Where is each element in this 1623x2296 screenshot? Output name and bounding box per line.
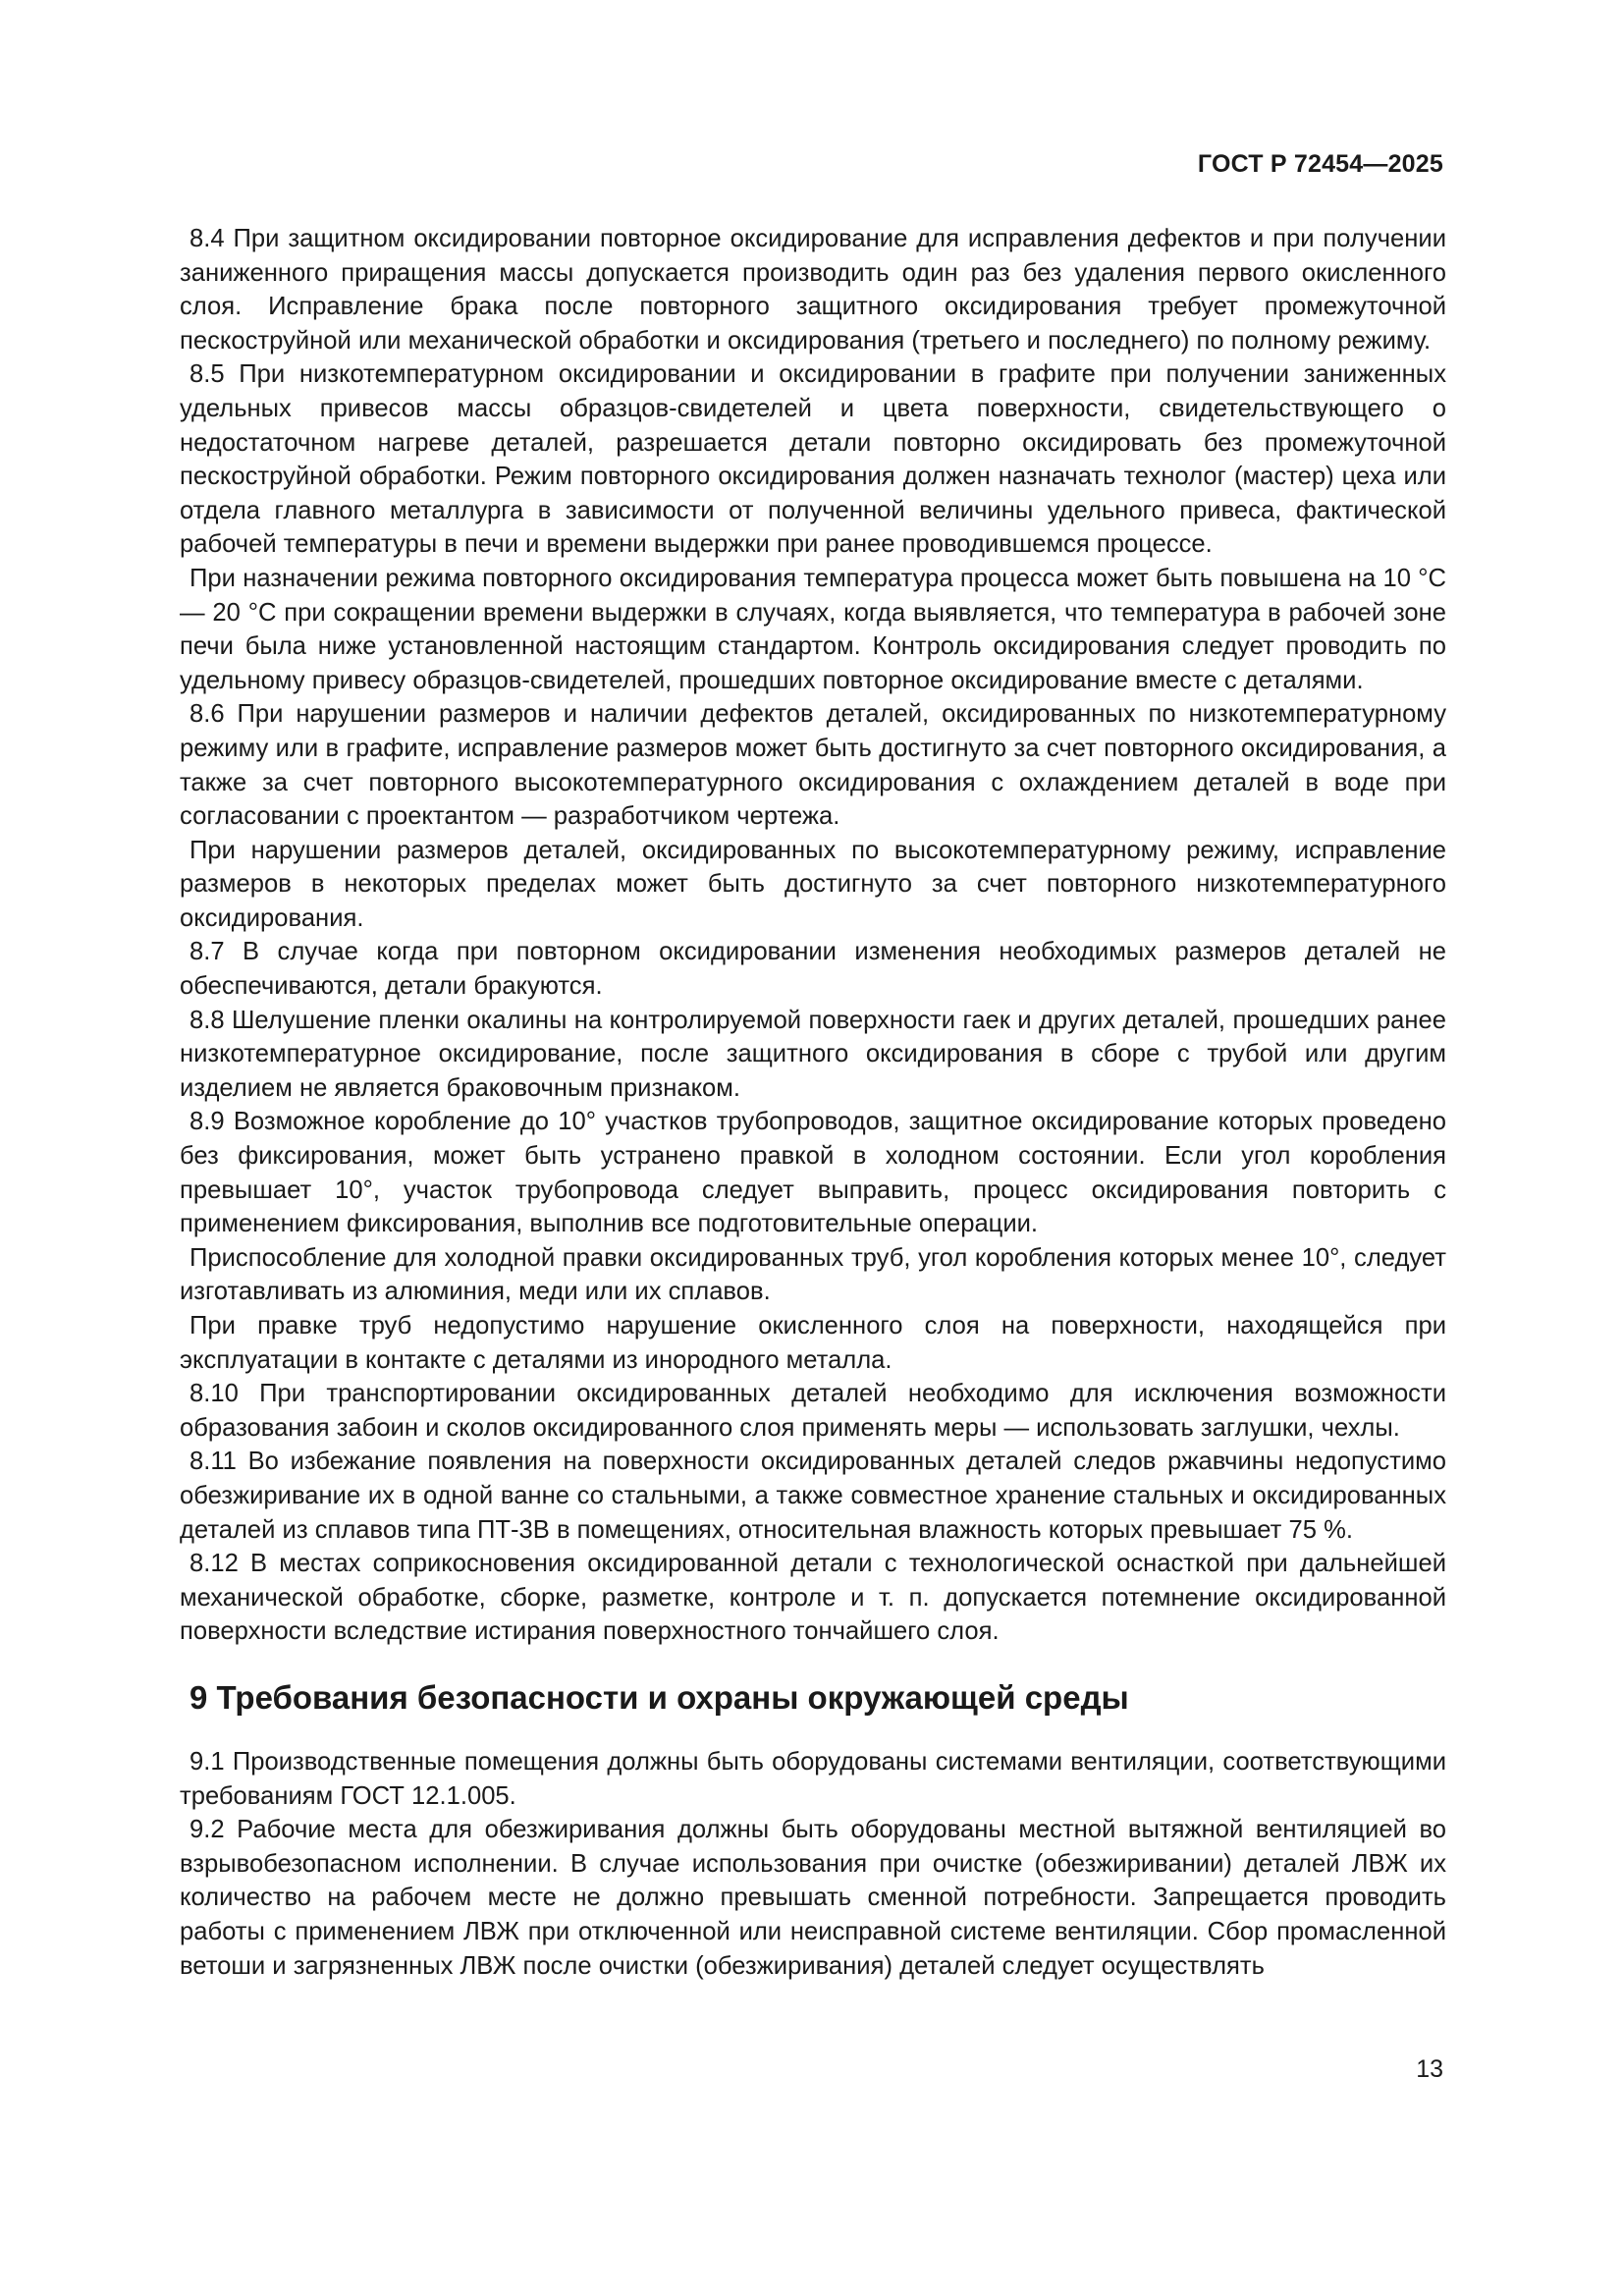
paragraph-8-11: 8.11 Во избежание появления на поверхности оксидированных деталей следов ржавчины недопустимо обезжиривание их в одной ванне со стальными, а также совместное хранение стальных и оксидированных деталей из сплавов типа ПТ-3В в помещениях, относительная влажность которых превышает 75 %. xyxy=(180,1448,1446,1544)
paragraph-8-9-straightening: При правке труб недопустимо нарушение окисленного слоя на поверхности, находящейся при эксплуатации в контакте с деталями из инородного металла. xyxy=(180,1312,1446,1374)
paragraph-8-9: 8.9 Возможное коробление до 10° участков трубопроводов, защитное оксидирование которых проведено без фиксирования, может быть устранено правкой в холодном состоянии. Если угол коробления превышает 10°, участок трубопровода следует выправить, процесс оксидирования повторить с применением фиксирования, выполнив все подготовительные операции. xyxy=(180,1108,1446,1238)
paragraph-8-12: 8.12 В местах соприкосновения оксидированной детали с технологической оснасткой при дальнейшей механической обработке, сборке, разметке, контроле и т. п. допускается потемнение оксидированной поверхности вследствие истирания поверхностного тончайшего слоя. xyxy=(180,1550,1446,1646)
section-heading-9: 9 Требования безопасности и охраны окружающей среды xyxy=(189,1678,1129,1716)
paragraph-8-6: 8.6 При нарушении размеров и наличии дефектов деталей, оксидированных по низкотемпературному режиму или в графите, исправление размеров может быть достигнуто за счет повторного оксидирования, а также за счет повторного высокотемпературного оксидирования с охлаждением деталей в воде при согласовании с проектантом — разработчиком чертежа. xyxy=(180,700,1446,831)
paragraph-9-1: 9.1 Производственные помещения должны быть оборудованы системами вентиляции, соответствующими требованиям ГОСТ 12.1.005. xyxy=(180,1747,1446,1810)
document-code-header: ГОСТ Р 72454—2025 xyxy=(1197,150,1443,178)
document-body xyxy=(180,222,1446,1983)
paragraph-8-5: 8.5 При низкотемпературном оксидировании и оксидировании в графите при получении заниженных удельных привесов массы образцов-свидетелей и цвета поверхности, свидетельствующего о недостаточном нагреве деталей, разрешается детали повторно оксидировать без промежуточной пескоструйной обработки. Режим повторного оксидирования должен назначать технолог (мастер) цеха или отдела главного металлурга в зависимости от полученной величины удельного привеса, фактической рабочей температуры в печи и времени выдержки при ранее проводившемся процессе. xyxy=(180,360,1446,559)
paragraph-8-7: 8.7 В случае когда при повторном оксидировании изменения необходимых размеров деталей не обеспечиваются, детали бракуются. xyxy=(180,938,1446,1001)
page-number: 13 xyxy=(1416,2055,1443,2083)
paragraph-8-6-continued: При нарушении размеров деталей, оксидированных по высокотемпературному режиму, исправление размеров в некоторых пределах может быть достигнуто за счет повторного низкотемпературного оксидирования. xyxy=(180,836,1446,932)
paragraph-8-8: 8.8 Шелушение пленки окалины на контролируемой поверхности гаек и других деталей, прошедших ранее низкотемпературное оксидирование, после защитного оксидирования в сборе с трубой или другим изделием не является браковочным признаком. xyxy=(180,1006,1446,1102)
paragraph-8-10: 8.10 При транспортировании оксидированных деталей необходимо для исключения возможности образования забоин и сколов оксидированного слоя применять меры — использовать заглушки, чехлы. xyxy=(180,1380,1446,1442)
paragraph-8-5-continued: При назначении режима повторного оксидирования температура процесса может быть повышена на 10 °С — 20 °С при сокращении времени выдержки в случаях, когда выявляется, что температура в рабочей зоне печи была ниже установленной настоящим стандартом. Контроль оксидирования следует проводить по удельному привесу образцов-свидетелей, прошедших повторное оксидирование вместе с деталями. xyxy=(180,564,1446,694)
paragraph-8-9-fixture: Приспособление для холодной правки оксидированных труб, угол коробления которых менее 10°, следует изготавливать из алюминия, меди или их сплавов. xyxy=(180,1243,1446,1306)
paragraph-9-2: 9.2 Рабочие места для обезжиривания должны быть оборудованы местной вытяжной вентиляцией во взрывобезопасном исполнении. В случае использования при очистке (обезжиривании) деталей ЛВЖ их количество на рабочем месте не должно превышать сменной потребности. Запрещается проводить работы с применением ЛВЖ при отключенной или неисправной системе вентиляции. Сбор промасленной ветоши и загрязненных ЛВЖ после очистки (обезжиривания) деталей следует осуществлять xyxy=(180,1816,1446,1980)
paragraph-8-4: 8.4 При защитном оксидировании повторное оксидирование для исправления дефектов и при получении заниженного приращения массы допускается производить один раз без удаления первого окисленного слоя. Исправление брака после повторного защитного оксидирования требует промежуточной пескоструйной или механической обработки и оксидирования (третьего и последнего) по полному режиму. xyxy=(180,225,1446,355)
